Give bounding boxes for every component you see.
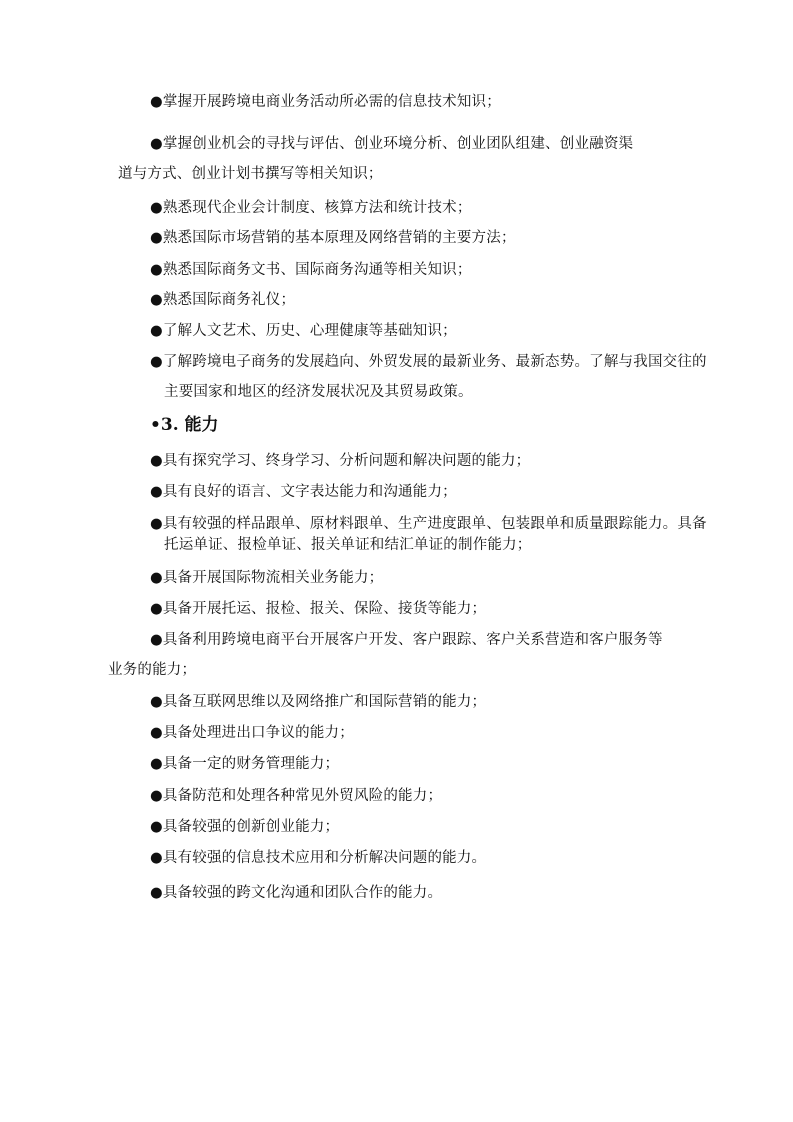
ability-item: ●具备防范和处理各种常见外贸风险的能力；: [150, 788, 443, 804]
ability-item: ●具备开展国际物流相关业务能力；: [150, 570, 384, 586]
ability-item: ●具备开展托运、报检、报关、保险、接货等能力；: [150, 601, 487, 617]
ability-item: ●具备较强的跨文化沟通和团队合作的能力。: [150, 885, 443, 901]
ability-item: ●具有良好的语言、文字表达能力和沟通能力；: [150, 484, 457, 500]
knowledge-item: ●熟悉国际商务文书、国际商务沟通等相关知识；: [150, 262, 472, 278]
knowledge-item: ●熟悉现代企业会计制度、核算方法和统计技术；: [150, 200, 472, 216]
knowledge-item: ●了解跨境电子商务的发展趋向、外贸发展的最新业务、最新态势。了解与我国交往的: [150, 354, 707, 370]
knowledge-item: ●了解人文艺术、历史、心理健康等基础知识；: [150, 323, 457, 339]
knowledge-item-continuation: 主要国家和地区的经济发展状况及其贸易政策。: [164, 384, 473, 400]
knowledge-item: ●熟悉国际商务礼仪；: [150, 292, 296, 308]
ability-item: ●具备互联网思维以及网络推广和国际营销的能力；: [150, 694, 487, 710]
ability-item: ●具备一定的财务管理能力；: [150, 756, 340, 772]
ability-item: ●具有较强的样品跟单、原材料跟单、生产进度跟单、包装跟单和质量跟踪能力。具备: [150, 516, 707, 532]
ability-item: ●具备处理进出口争议的能力；: [150, 725, 354, 741]
ability-item: ●具有较强的信息技术应用和分析解决问题的能力。: [150, 850, 487, 866]
section-heading: •3. 能力: [150, 415, 219, 435]
knowledge-item: ●掌握开展跨境电商业务活动所必需的信息技术知识；: [150, 94, 501, 110]
ability-item: ●具备利用跨境电商平台开展客户开发、客户跟踪、客户关系营造和客户服务等: [150, 632, 663, 648]
ability-item: ●具备较强的创新创业能力；: [150, 819, 340, 835]
ability-item: ●具有探究学习、终身学习、分析问题和解决问题的能力；: [150, 453, 531, 469]
knowledge-item-continuation: 道与方式、创业计划书撰写等相关知识；: [118, 166, 383, 182]
ability-item-continuation: 业务的能力；: [108, 662, 197, 678]
ability-item-continuation: 托运单证、报检单证、报关单证和结汇单证的制作能力；: [164, 537, 532, 553]
knowledge-item: ●掌握创业机会的寻找与评估、创业环境分析、创业团队组建、创业融资渠: [150, 136, 634, 152]
knowledge-item: ●熟悉国际市场营销的基本原理及网络营销的主要方法；: [150, 230, 516, 246]
